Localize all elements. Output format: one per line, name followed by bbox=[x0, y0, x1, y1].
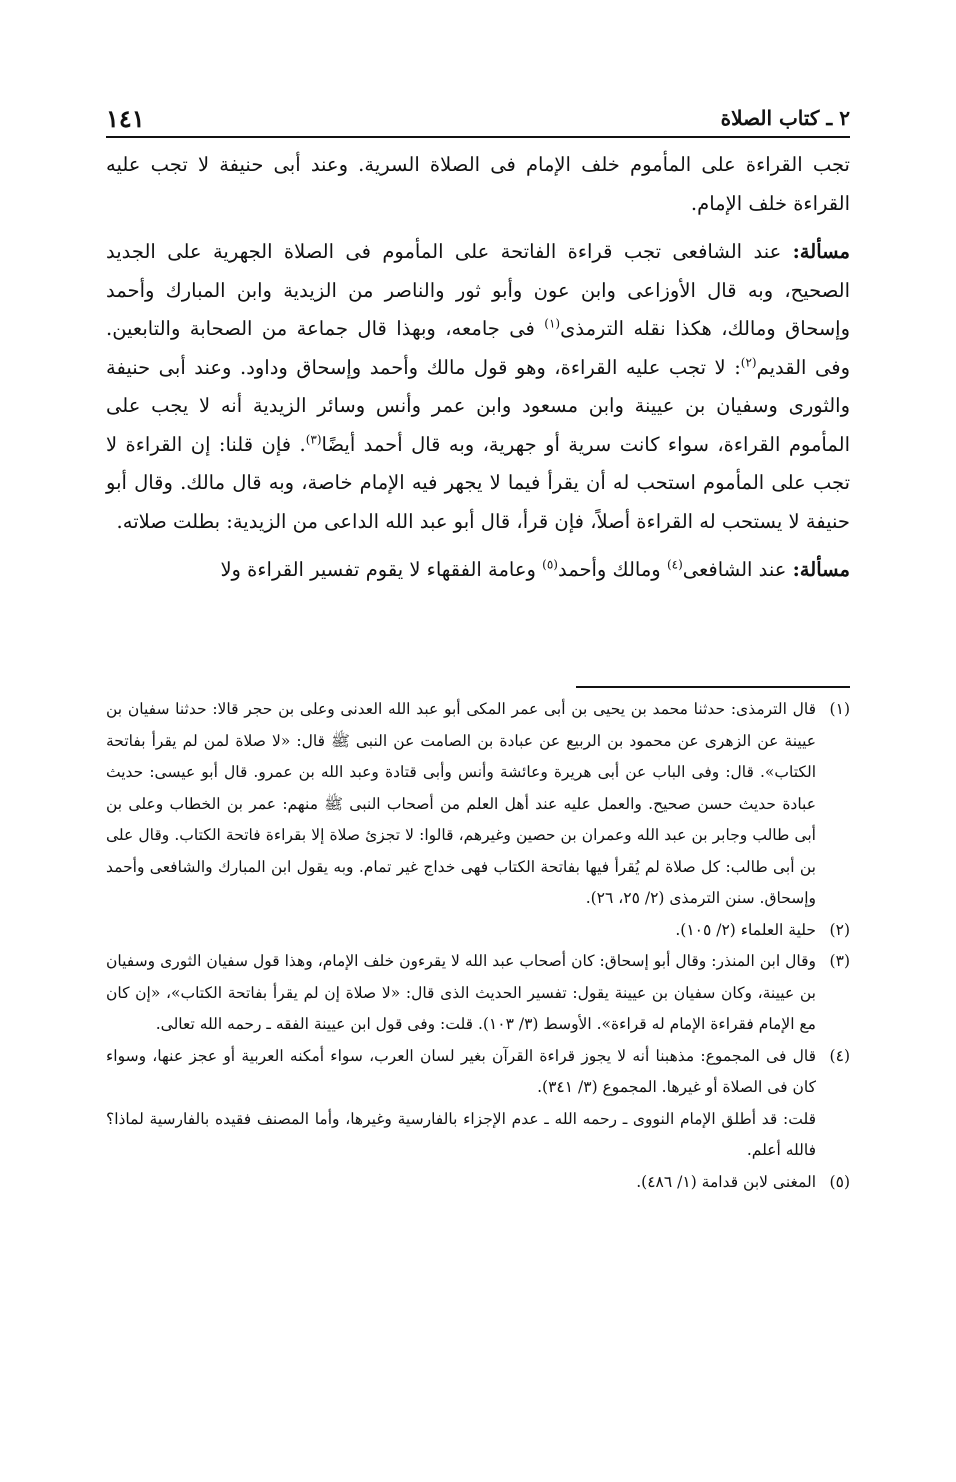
text-run: ومالك وأحمد bbox=[557, 558, 667, 581]
text-run: . فإن قلنا: إن القراءة لا تجب على المأموم استحب له أن يقرأ فيما لا يجهر فيه الإمام خاصة، وبه قال مالك. وقال أبو حنيفة لا يستحب له القراءة أصلاً، فإن قرأ، قال أبو عبد الله الداعى من الزيدية: بطلت صلاته. bbox=[106, 432, 850, 533]
footnote-ref-1: (١) bbox=[544, 316, 561, 331]
text-run: : لا تجب عليه القراءة، وهو قول مالك وأحمد وإسحاق وداود. وعند أبى حنيفة والثورى وسفيان بن عيينة وابن مسعود وابن عمر وأنس وسائر الزيدية أنه لا يجب على المأموم القراءة، سواء كانت سرية أو جهرية، وبه قال أحمد أيضًا bbox=[106, 355, 851, 456]
text-run: وعامة الفقهاء لا يقوم تفسير القراءة ولا bbox=[220, 558, 543, 581]
footnotes bbox=[106, 694, 850, 1198]
footnote-text: قلت: قد أطلق الإمام النووى ـ رحمه الله ـ عدم الإجزاء بالفارسية وغيرها، وأما المصنف فقيده بالفارسية لماذا؟ فالله أعلم. bbox=[106, 1109, 816, 1159]
footnote-text: حلية العلماء (٢/ ١٠٥). bbox=[675, 920, 816, 939]
footnote-2 bbox=[106, 915, 850, 947]
footnote-5 bbox=[106, 1167, 850, 1199]
main-text bbox=[106, 146, 850, 590]
footnote-text: المغنى لابن قدامة (١/ ٤٨٦). bbox=[636, 1172, 816, 1191]
paragraph-2 bbox=[106, 233, 850, 541]
footnote-label: (٢) bbox=[829, 920, 850, 939]
footnote-ref-5: (٥) bbox=[542, 557, 558, 572]
page-number: ١٤١ bbox=[106, 103, 145, 133]
issue-lead: مسألة: bbox=[792, 240, 850, 263]
footnote-ref-2: (٢) bbox=[740, 355, 757, 369]
footnote-label: (٤) bbox=[829, 1046, 850, 1065]
text-run: فى جامعه، وبهذا قال جماعة من الصحابة والتابعين. وفى القديم bbox=[106, 317, 850, 379]
footnote-text: قال الترمذى: حدثنا محمد بن يحيى بن أبى عمر المكى أبو عبد الله العدنى وعلى بن حجر قالا: حدثنا سفيان بن عيينة عن الزهرى عن محمود بن الربيع عن عبادة بن الصامت عن النبى ﷺ قال: «لا صلاة لمن لم يقرأ بفاتحة الكتاب». قال: وفى الباب عن أبى هريرة وعائشة وأنس وأبى قتادة وعبد الله بن عمرو. قال أبو عيسى: حديث عبادة حديث حسن صحيح. والعمل عليه عند أهل العلم من أصحاب النبى ﷺ منهم: عمر بن الخطاب وعلى بن أبى طالب وجابر بن عبد الله وعمران بن حصين وغيرهم، قالوا: لا تجزئ صلاة إلا بقراءة فاتحة الكتاب. وقال على بن أبى طالب: كل صلاة لم يُقرأ فيها بفاتحة الكتاب فهى خداج غير تمام. وبه يقول ابن المبارك والشافعى وأحمد وإسحاق. سنن الترمذى (٢/ ٢٥، ٢٦). bbox=[106, 700, 816, 907]
running-title: ٢ ـ كتاب الصلاة bbox=[720, 106, 850, 130]
footnote-separator bbox=[576, 686, 850, 688]
footnote-label: (٥) bbox=[829, 1172, 850, 1191]
footnote-ref-4: (٤) bbox=[666, 557, 683, 572]
text-run: عند الشافعى تجب قراءة الفاتحة على المأموم فى الصلاة الجهرية على الجديد الصحيح، وبه قال الأوزاعى وابن عون وأبو ثور والناصر من الزيدية وابن المبارك وأحمد وإسحاق ومالك، هكذا نقله الترمذى bbox=[106, 240, 850, 340]
footnote-ref-3: (٣) bbox=[305, 432, 322, 446]
footnote-4-comment bbox=[106, 1104, 850, 1167]
footnote-3 bbox=[106, 946, 850, 1041]
footnote-1 bbox=[106, 694, 850, 915]
paragraph-3 bbox=[106, 551, 850, 590]
footnote-text: قال فى المجموع: مذهبنا أنه لا يجوز قراءة القرآن بغير لسان العرب، سواء أمكنه العربية أو عجز عنها، وسواء كان فى الصلاة أو غيرها. المجموع (٣/ ٣٤١). bbox=[106, 1046, 816, 1096]
footnote-label: (١) bbox=[829, 700, 850, 718]
footnote-label: (٣) bbox=[829, 952, 850, 970]
footnote-text: وقال ابن المنذر: وقال أبو إسحاق: كان أصحاب عبد الله لا يقرءون خلف الإمام، وهذا قول سفيان الثورى وسفيان بن عيينة، وكان سفيان بن عيينة يقول: تفسير الحديث الذى قال: «لا صلاة إن لم يقرأ بفاتحة الكتاب»، «إن كان مع الإمام فقراءة الإمام له قراءة». الأوسط (٣/ ١٠٣). قلت: وفى قول ابن عيينة الفقه ـ رحمه الله تعالى. bbox=[106, 952, 816, 1033]
footnote-4 bbox=[106, 1041, 850, 1104]
text-run: عند الشافعى bbox=[682, 558, 793, 581]
issue-lead: مسألة: bbox=[792, 558, 850, 581]
page-header bbox=[106, 100, 850, 138]
footnote-label bbox=[816, 1104, 850, 1167]
paragraph-1: تجب القراءة على المأموم خلف الإمام فى الصلاة السرية. وعند أبى حنيفة لا تجب عليه القراءة خلف الإمام. bbox=[106, 153, 850, 215]
